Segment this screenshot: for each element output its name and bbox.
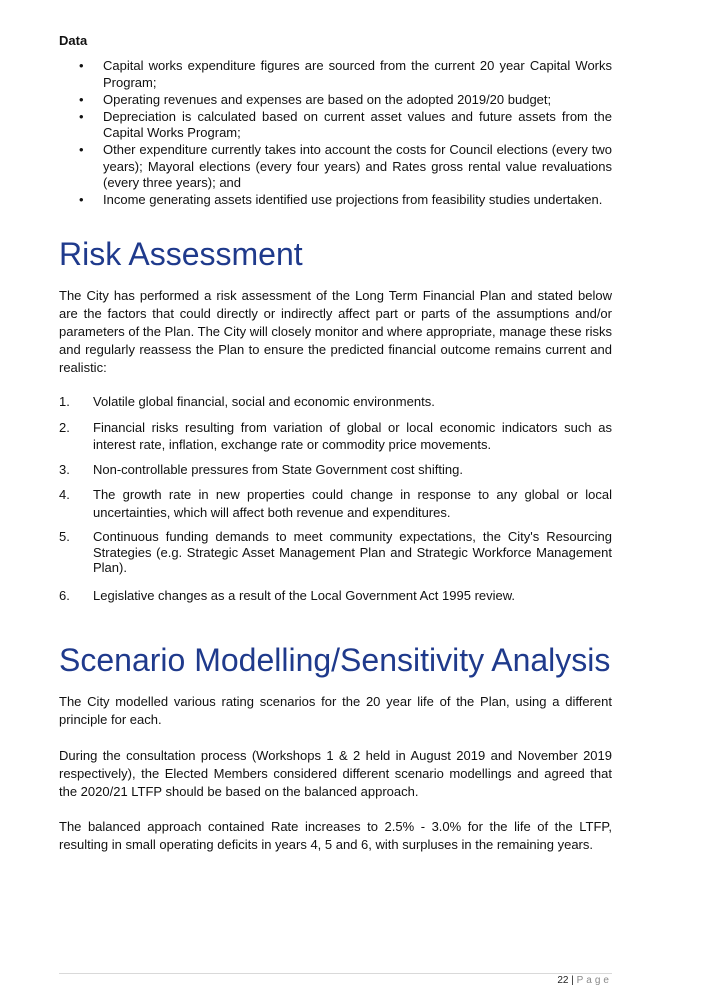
data-heading: Data bbox=[59, 33, 88, 48]
scenario-heading: Scenario Modelling/Sensitivity Analysis bbox=[59, 642, 611, 678]
risk-list bbox=[59, 393, 612, 604]
list-item: • Other expenditure currently takes into account the costs for Council elections (every two years); Mayoral elections (every four years) and Rates gross rental value revaluations (every three years); and bbox=[79, 142, 612, 190]
list-item: • Depreciation is calculated based on current asset values and future assets from the Capital Works Program; bbox=[79, 108, 612, 140]
footer-separator: | bbox=[571, 975, 574, 986]
risk-item: 6. Legislative changes as a result of the Local Government Act 1995 review. bbox=[59, 587, 516, 603]
list-item: • Capital works expenditure figures are sourced from the current 20 year Capital Works Program; bbox=[79, 58, 612, 90]
bullet-icon: • bbox=[79, 108, 84, 124]
list-item: • Income generating assets identified use projections from feasibility studies undertaken. bbox=[79, 192, 603, 207]
scenario-paragraph: The City modelled various rating scenarios for the 20 year life of the Plan, using a different principle for each. bbox=[59, 694, 612, 727]
risk-item: 1. Volatile global financial, social and economic environments. bbox=[59, 394, 435, 409]
bullet-icon: • bbox=[79, 192, 84, 207]
footer-divider bbox=[59, 973, 612, 974]
bullet-icon: • bbox=[79, 91, 84, 107]
bullet-icon: • bbox=[79, 58, 84, 73]
page-footer bbox=[557, 975, 612, 986]
bullet-icon: • bbox=[79, 142, 84, 157]
risk-item: 2. Financial risks resulting from variation of global or local economic indicators such as interest rate, inflation, exchange rate or commodity price movements. bbox=[59, 419, 612, 452]
data-bullet-list bbox=[59, 58, 612, 209]
page-number: 22 bbox=[557, 975, 569, 986]
scenario-paragraph: The balanced approach contained Rate increases to 2.5% - 3.0% for the life of the LTFP, resulting in small operating deficits in years 4, 5 and 6, with surpluses in the remaining years. bbox=[59, 819, 612, 852]
list-item: • Operating revenues and expenses are based on the adopted 2019/20 budget; bbox=[79, 91, 552, 107]
risk-item: 3. Non-controllable pressures from State Government cost shifting. bbox=[59, 461, 463, 477]
risk-item: 5. Continuous funding demands to meet community expectations, the City's Resourcing Strategies (e.g. Strategic Asset Management Plan and Strategic Workforce Management Plan). bbox=[59, 529, 612, 575]
risk-item: 4. The growth rate in new properties could change in response to any global or local uncertainties, which will affect both revenue and expenditures. bbox=[59, 487, 612, 520]
risk-intro-paragraph: The City has performed a risk assessment of the Long Term Financial Plan and stated below are the factors that could directly or indirectly affect part or parts of the assumptions and/or parameters of the Plan. The City will closely monitor and where appropriate, manage these risks and regularly reassess the Plan to ensure the predicted financial outcome remains current and realistic: bbox=[59, 288, 612, 375]
risk-assessment-heading: Risk Assessment bbox=[59, 236, 303, 272]
scenario-paragraph: During the consultation process (Workshops 1 & 2 held in August 2019 and November 2019 respectively), the Elected Members considered different scenario modellings and agreed that the 2020/21 LTFP should be based on the balanced approach. bbox=[59, 748, 612, 799]
page-label: Page bbox=[576, 975, 612, 986]
